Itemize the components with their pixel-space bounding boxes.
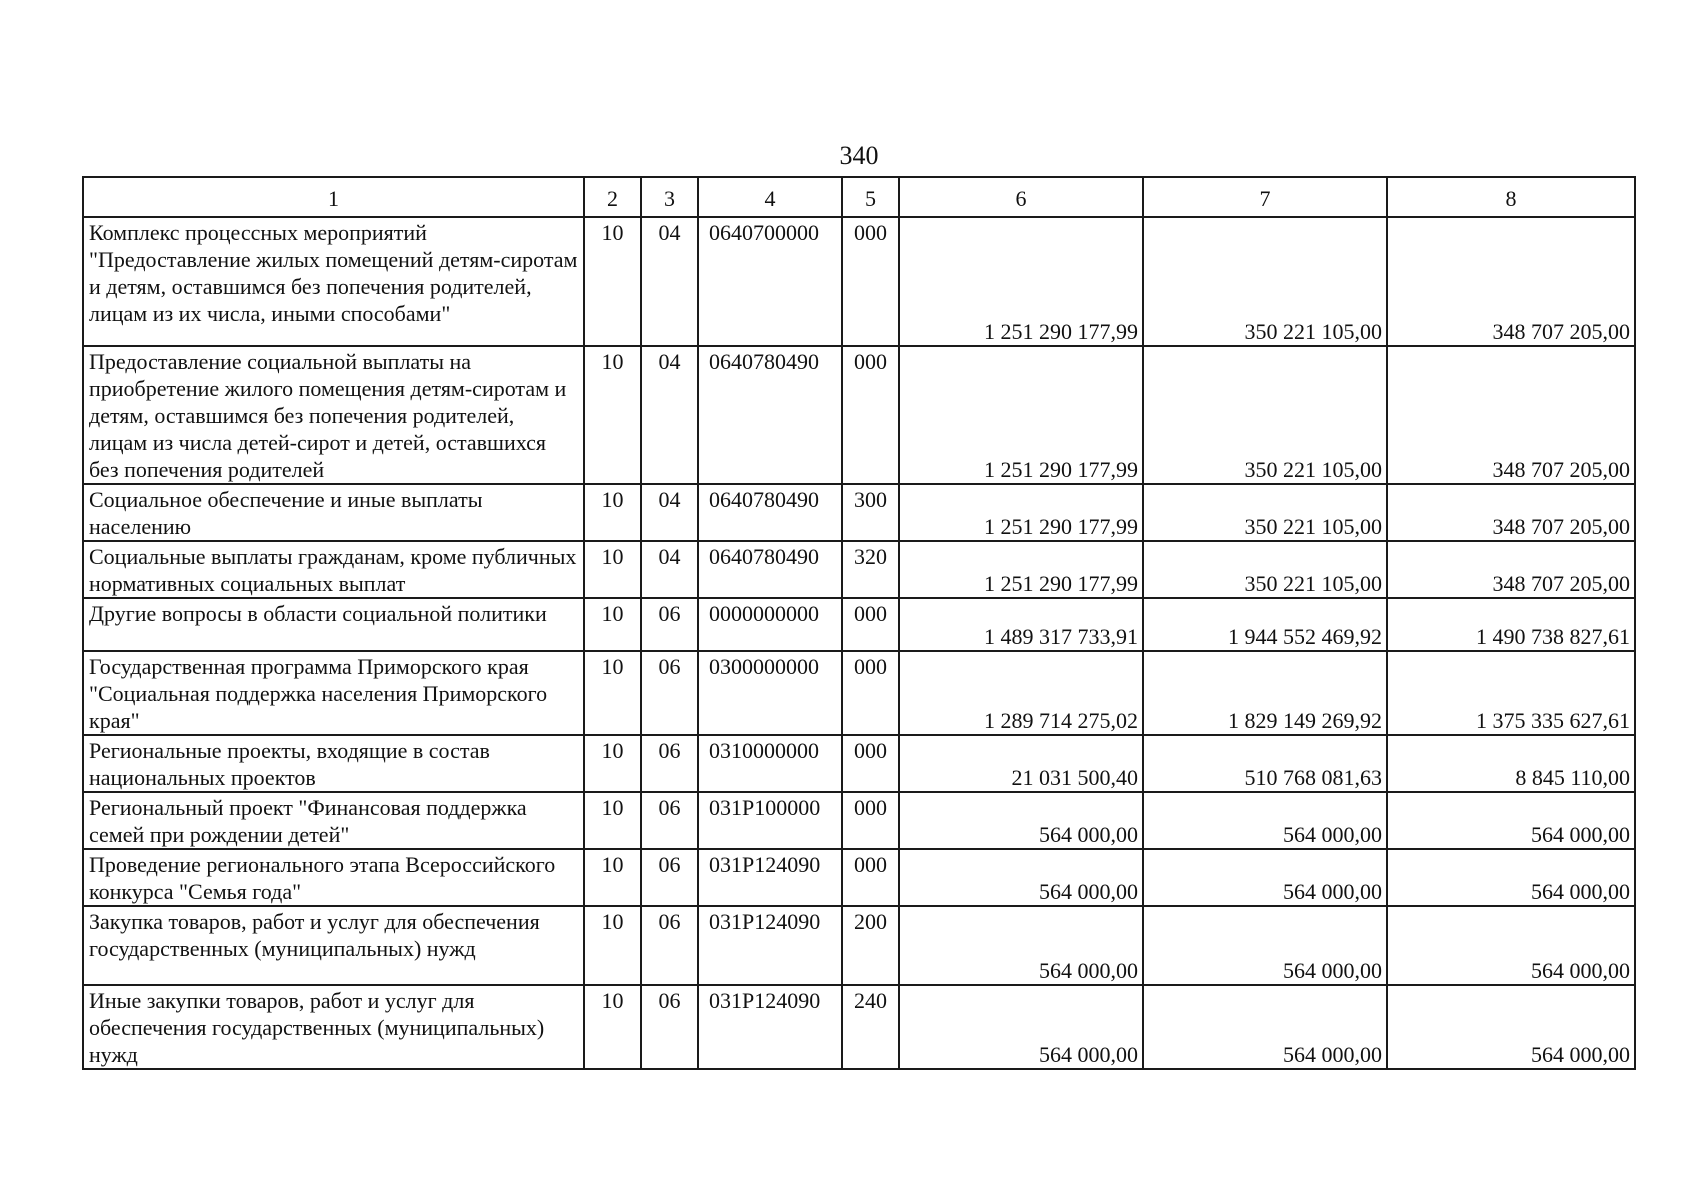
row-subsection-code: 06 xyxy=(641,985,698,1069)
row-target-article-code: 0300000000 xyxy=(698,651,842,735)
table-row xyxy=(83,792,1635,849)
row-amount-col8: 8 845 110,00 xyxy=(1387,735,1635,792)
row-name: Закупка товаров, работ и услуг для обеспечения государственных (муниципальных) нужд xyxy=(83,906,584,985)
row-name: Предоставление социальной выплаты на приобретение жилого помещения детям-сиротам и детям, оставшимся без попечения родителей, лицам из числа детей-сирот и детей, оставшихся без попечения родителей xyxy=(83,346,584,484)
row-target-article-code: 031P100000 xyxy=(698,792,842,849)
row-subsection-code: 04 xyxy=(641,217,698,346)
row-amount-col7: 564 000,00 xyxy=(1143,906,1387,985)
row-amount-col8: 564 000,00 xyxy=(1387,906,1635,985)
row-expense-type-code: 240 xyxy=(842,985,899,1069)
row-name: Комплекс процессных мероприятий "Предоставление жилых помещений детям-сиротам и детям, оставшимся без попечения родителей, лицам из их числа, иными способами" xyxy=(83,217,584,346)
row-amount-col7: 564 000,00 xyxy=(1143,985,1387,1069)
row-section-code: 10 xyxy=(584,735,641,792)
row-expense-type-code: 000 xyxy=(842,651,899,735)
row-expense-type-code: 000 xyxy=(842,217,899,346)
row-amount-col8: 1 490 738 827,61 xyxy=(1387,598,1635,651)
row-section-code: 10 xyxy=(584,541,641,598)
row-amount-col6: 1 251 290 177,99 xyxy=(899,217,1143,346)
row-expense-type-code: 000 xyxy=(842,849,899,906)
row-amount-col8: 348 707 205,00 xyxy=(1387,541,1635,598)
row-expense-type-code: 000 xyxy=(842,598,899,651)
row-expense-type-code: 000 xyxy=(842,735,899,792)
row-name: Социальные выплаты гражданам, кроме публичных нормативных социальных выплат xyxy=(83,541,584,598)
row-amount-col6: 21 031 500,40 xyxy=(899,735,1143,792)
header-col-6: 6 xyxy=(899,177,1143,217)
row-subsection-code: 06 xyxy=(641,651,698,735)
page-number: 340 xyxy=(839,141,879,170)
row-subsection-code: 04 xyxy=(641,541,698,598)
row-name: Иные закупки товаров, работ и услуг для обеспечения государственных (муниципальных) нужд xyxy=(83,985,584,1069)
row-expense-type-code: 300 xyxy=(842,484,899,541)
row-amount-col7: 350 221 105,00 xyxy=(1143,217,1387,346)
row-amount-col6: 1 251 290 177,99 xyxy=(899,541,1143,598)
row-amount-col6: 564 000,00 xyxy=(899,985,1143,1069)
row-subsection-code: 06 xyxy=(641,849,698,906)
row-target-article-code: 0000000000 xyxy=(698,598,842,651)
row-expense-type-code: 320 xyxy=(842,541,899,598)
row-amount-col8: 564 000,00 xyxy=(1387,792,1635,849)
row-section-code: 10 xyxy=(584,651,641,735)
row-amount-col7: 510 768 081,63 xyxy=(1143,735,1387,792)
row-amount-col6: 1 251 290 177,99 xyxy=(899,346,1143,484)
row-section-code: 10 xyxy=(584,217,641,346)
row-expense-type-code: 200 xyxy=(842,906,899,985)
row-amount-col7: 350 221 105,00 xyxy=(1143,541,1387,598)
row-section-code: 10 xyxy=(584,906,641,985)
row-amount-col6: 564 000,00 xyxy=(899,792,1143,849)
row-amount-col6: 1 289 714 275,02 xyxy=(899,651,1143,735)
header-col-2: 2 xyxy=(584,177,641,217)
header-col-5: 5 xyxy=(842,177,899,217)
table-row xyxy=(83,849,1635,906)
row-target-article-code: 0640700000 xyxy=(698,217,842,346)
row-subsection-code: 04 xyxy=(641,484,698,541)
table-row xyxy=(83,735,1635,792)
row-target-article-code: 0640780490 xyxy=(698,484,842,541)
row-amount-col8: 348 707 205,00 xyxy=(1387,484,1635,541)
header-col-3: 3 xyxy=(641,177,698,217)
header-row xyxy=(83,177,1635,217)
row-name: Региональный проект "Финансовая поддержка семей при рождении детей" xyxy=(83,792,584,849)
row-name: Региональные проекты, входящие в состав национальных проектов xyxy=(83,735,584,792)
row-target-article-code: 0310000000 xyxy=(698,735,842,792)
row-amount-col6: 1 489 317 733,91 xyxy=(899,598,1143,651)
table-body xyxy=(83,217,1635,1069)
row-amount-col7: 564 000,00 xyxy=(1143,849,1387,906)
row-target-article-code: 0640780490 xyxy=(698,541,842,598)
row-name: Проведение регионального этапа Всероссийского конкурса "Семья года" xyxy=(83,849,584,906)
table-header xyxy=(83,177,1635,217)
row-subsection-code: 06 xyxy=(641,598,698,651)
row-subsection-code: 06 xyxy=(641,735,698,792)
row-amount-col7: 350 221 105,00 xyxy=(1143,346,1387,484)
header-col-8: 8 xyxy=(1387,177,1635,217)
row-section-code: 10 xyxy=(584,598,641,651)
table-row xyxy=(83,217,1635,346)
table-row xyxy=(83,598,1635,651)
row-amount-col8: 348 707 205,00 xyxy=(1387,217,1635,346)
table-row xyxy=(83,541,1635,598)
row-amount-col8: 564 000,00 xyxy=(1387,985,1635,1069)
row-target-article-code: 031P124090 xyxy=(698,985,842,1069)
row-amount-col6: 564 000,00 xyxy=(899,906,1143,985)
header-col-1: 1 xyxy=(83,177,584,217)
table-row xyxy=(83,651,1635,735)
budget-table xyxy=(82,176,1636,1070)
row-expense-type-code: 000 xyxy=(842,346,899,484)
row-amount-col7: 350 221 105,00 xyxy=(1143,484,1387,541)
row-target-article-code: 031P124090 xyxy=(698,849,842,906)
row-subsection-code: 04 xyxy=(641,346,698,484)
row-section-code: 10 xyxy=(584,792,641,849)
row-expense-type-code: 000 xyxy=(842,792,899,849)
table-row xyxy=(83,346,1635,484)
row-section-code: 10 xyxy=(584,849,641,906)
row-section-code: 10 xyxy=(584,985,641,1069)
table-row xyxy=(83,906,1635,985)
header-col-4: 4 xyxy=(698,177,842,217)
row-amount-col7: 1 944 552 469,92 xyxy=(1143,598,1387,651)
row-amount-col8: 348 707 205,00 xyxy=(1387,346,1635,484)
header-col-7: 7 xyxy=(1143,177,1387,217)
table-row xyxy=(83,985,1635,1069)
row-subsection-code: 06 xyxy=(641,792,698,849)
row-section-code: 10 xyxy=(584,346,641,484)
row-amount-col6: 1 251 290 177,99 xyxy=(899,484,1143,541)
row-amount-col7: 564 000,00 xyxy=(1143,792,1387,849)
row-name: Другие вопросы в области социальной политики xyxy=(83,598,584,651)
row-name: Государственная программа Приморского края "Социальная поддержка населения Приморского края" xyxy=(83,651,584,735)
row-amount-col7: 1 829 149 269,92 xyxy=(1143,651,1387,735)
table-row xyxy=(83,484,1635,541)
row-target-article-code: 0640780490 xyxy=(698,346,842,484)
row-section-code: 10 xyxy=(584,484,641,541)
row-name: Социальное обеспечение и иные выплаты населению xyxy=(83,484,584,541)
row-target-article-code: 031P124090 xyxy=(698,906,842,985)
row-subsection-code: 06 xyxy=(641,906,698,985)
row-amount-col8: 1 375 335 627,61 xyxy=(1387,651,1635,735)
row-amount-col8: 564 000,00 xyxy=(1387,849,1635,906)
row-amount-col6: 564 000,00 xyxy=(899,849,1143,906)
